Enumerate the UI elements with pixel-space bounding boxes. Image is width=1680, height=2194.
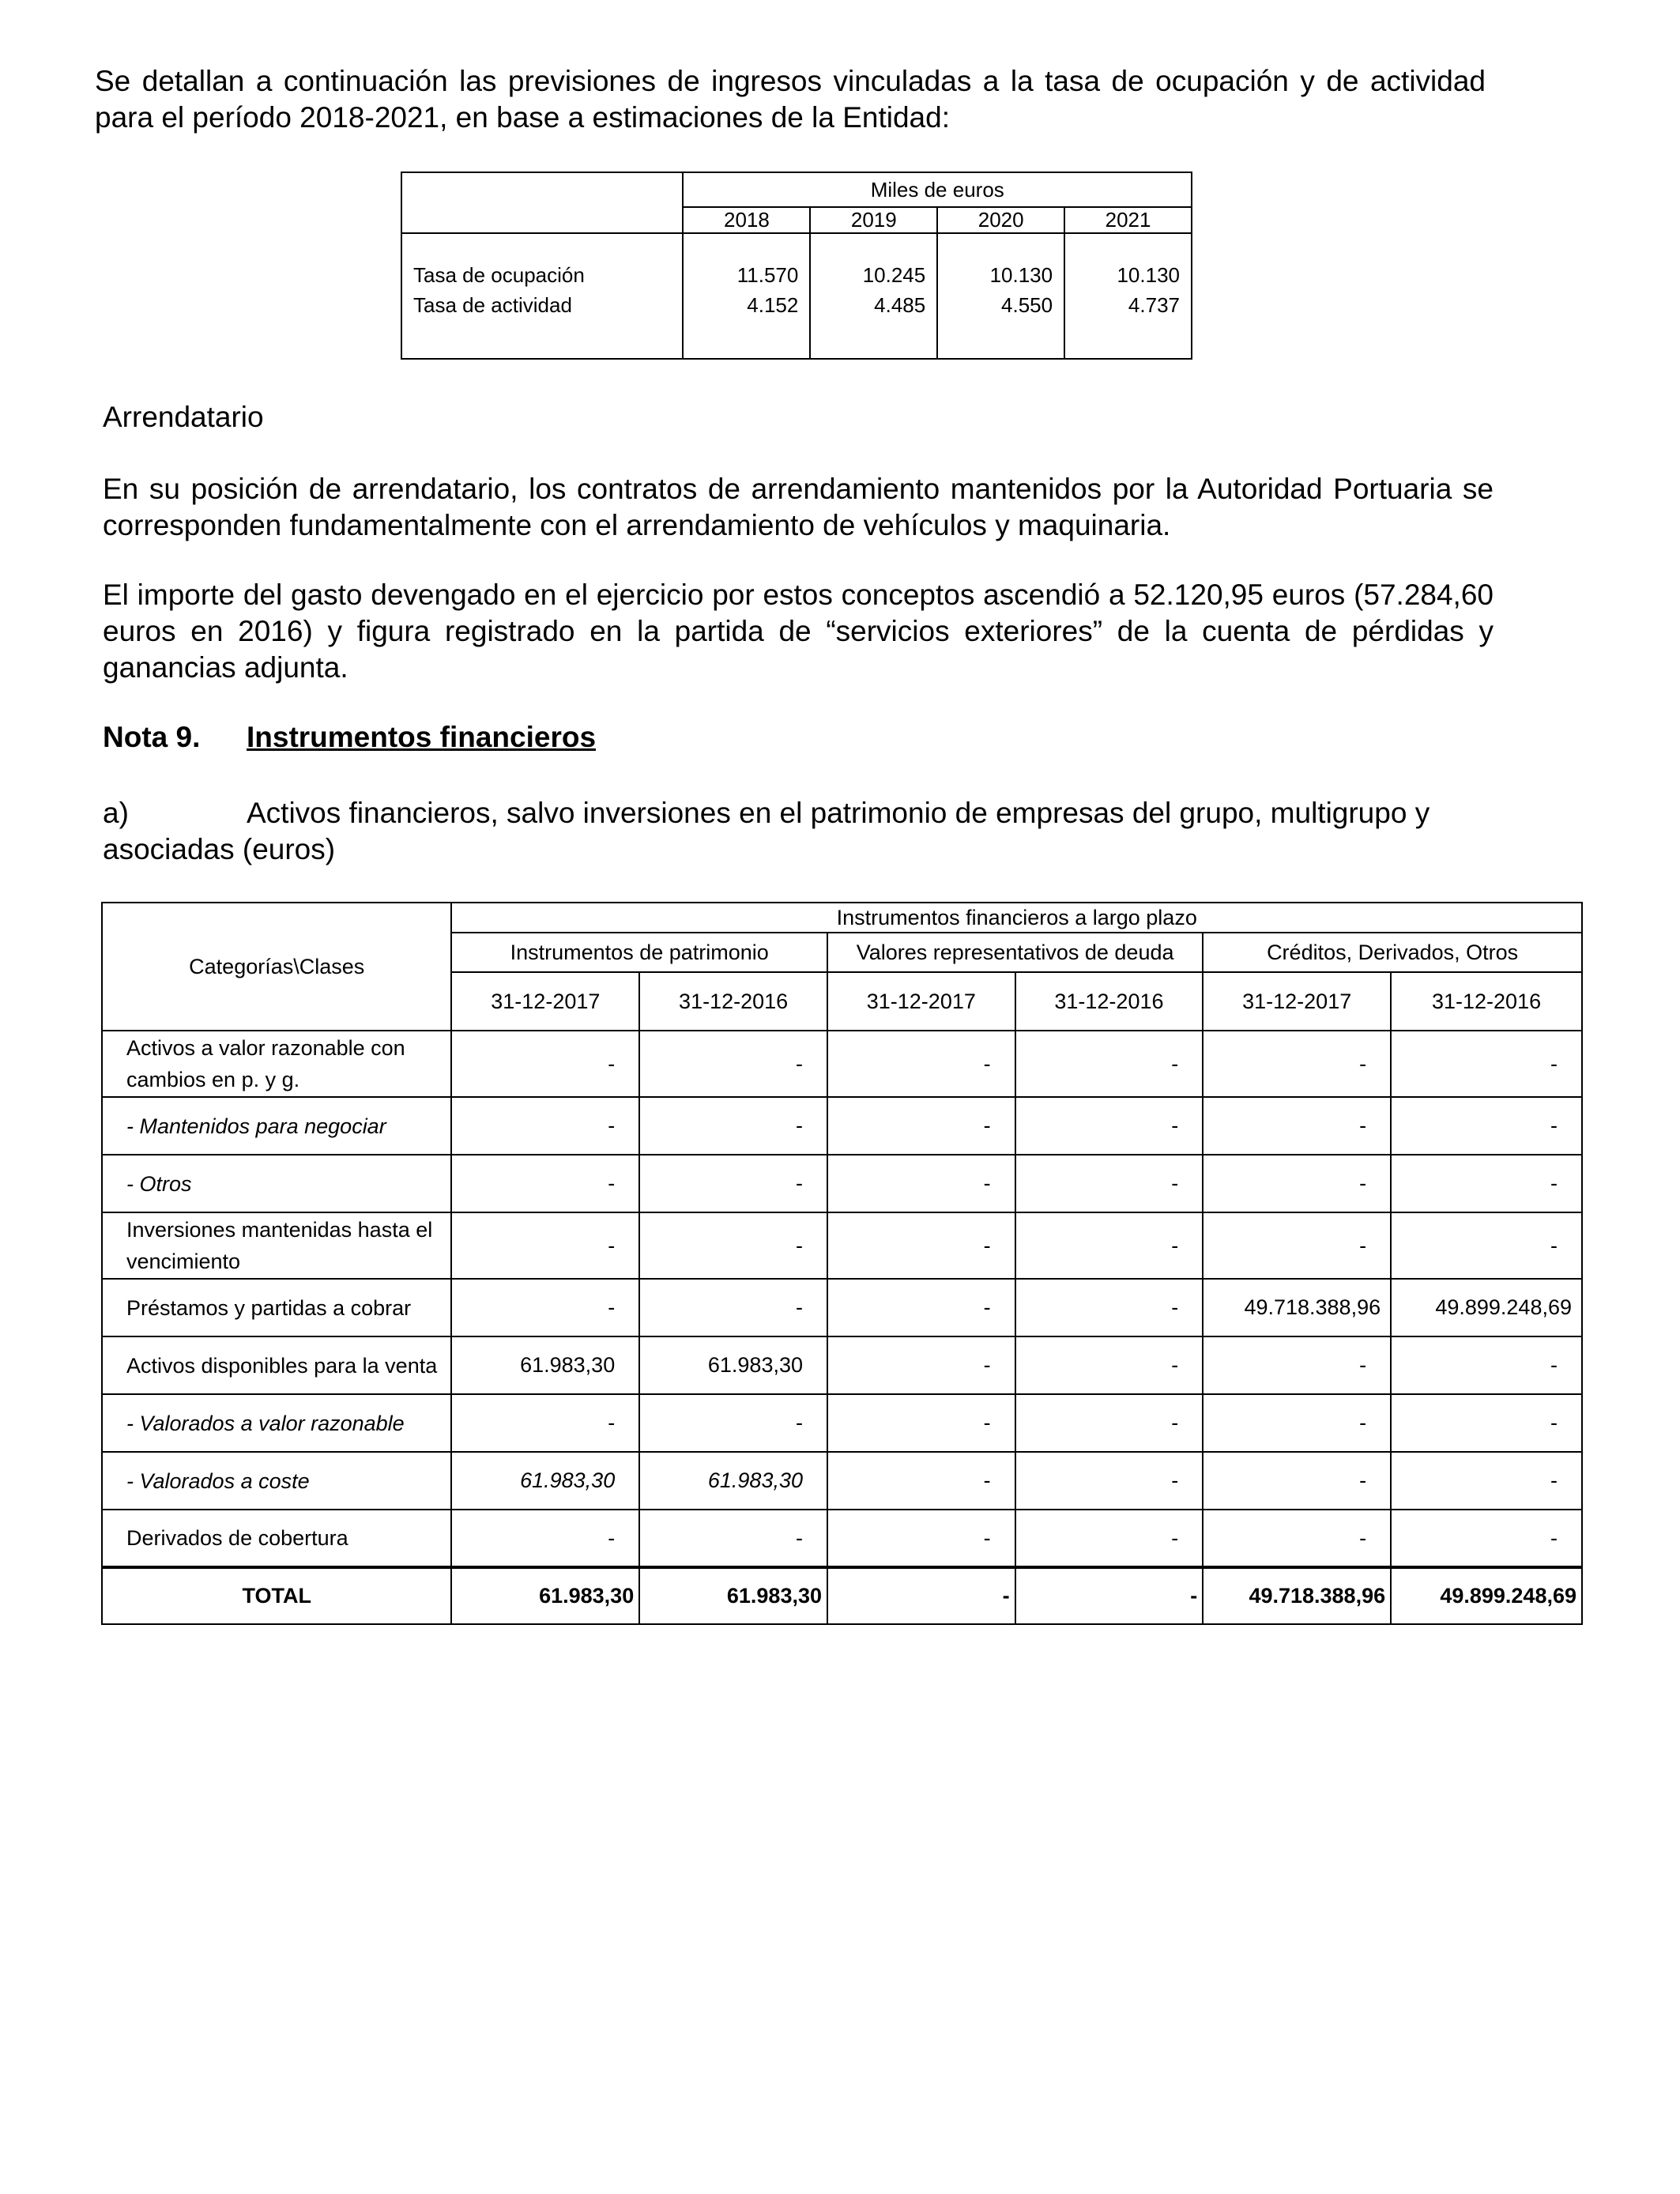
row-label: Activos a valor razonable con cambios en p. y g.	[102, 1031, 451, 1097]
date-header: 31-12-2016	[639, 972, 827, 1031]
table-cell: -	[639, 1510, 827, 1567]
table-cell: -	[1391, 1452, 1582, 1510]
table-cell: -	[1015, 1279, 1203, 1336]
table-cell: -	[827, 1031, 1015, 1097]
table-cell: -	[451, 1097, 639, 1155]
total-cell: 49.899.248,69	[1391, 1567, 1582, 1624]
forecast-corner	[401, 172, 683, 207]
table-cell: -	[1391, 1031, 1582, 1097]
table-row	[102, 1212, 1582, 1279]
forecast-cell: 4.550	[937, 290, 1064, 320]
total-cell: 61.983,30	[639, 1567, 827, 1624]
table-cell: -	[1203, 1097, 1391, 1155]
row-label: - Valorados a coste	[102, 1452, 451, 1510]
table-cell: -	[827, 1452, 1015, 1510]
table-cell: -	[827, 1336, 1015, 1394]
subsection-label: a)	[103, 797, 129, 829]
row-label: Préstamos y partidas a cobrar	[102, 1279, 451, 1336]
date-header: 31-12-2017	[1203, 972, 1391, 1031]
table-cell: -	[451, 1212, 639, 1279]
total-cell: 61.983,30	[451, 1567, 639, 1624]
table-cell: -	[827, 1155, 1015, 1212]
table-cell: -	[1203, 1336, 1391, 1394]
forecast-table	[401, 172, 1192, 360]
table-cell: -	[1391, 1155, 1582, 1212]
section-heading-arrendatario: Arrendatario	[103, 401, 264, 433]
total-label: TOTAL	[102, 1567, 451, 1624]
table-row	[102, 1394, 1582, 1452]
table-cell: -	[1203, 1394, 1391, 1452]
arrendatario-expense-paragraph: El importe del gasto devengado en el ejercicio por estos conceptos ascendió a 52.120,95 euros (57.284,60 euros en 2016) y figura registrado en la partida de “servicios exteriores” de la cuenta de pérdidas y ganancias adjunta.	[103, 579, 1494, 684]
table-row	[102, 1452, 1582, 1510]
table-cell: -	[451, 1394, 639, 1452]
table-cell: -	[1391, 1336, 1582, 1394]
class-header: Créditos, Derivados, Otros	[1203, 933, 1582, 972]
table-corner-header: Categorías\Clases	[102, 903, 451, 1031]
table-cell: -	[1015, 1336, 1203, 1394]
table-cell: -	[639, 1212, 827, 1279]
table-cell: -	[639, 1097, 827, 1155]
table-cell: -	[1391, 1510, 1582, 1567]
table-cell: 61.983,30	[639, 1336, 827, 1394]
class-header: Instrumentos de patrimonio	[451, 933, 827, 972]
table-cell: -	[827, 1097, 1015, 1155]
subsection-text: Activos financieros, salvo inversiones en el patrimonio de empresas del grupo, multigrupo y asociadas (euros)	[103, 797, 1430, 865]
table-cell: -	[451, 1155, 639, 1212]
date-header: 31-12-2017	[827, 972, 1015, 1031]
forecast-unit-header: Miles de euros	[683, 172, 1192, 207]
table-cell: 61.983,30	[451, 1452, 639, 1510]
total-cell: -	[827, 1567, 1015, 1624]
forecast-cell: 10.130	[937, 260, 1064, 290]
forecast-cell: 10.130	[1064, 260, 1192, 290]
table-cell: 61.983,30	[451, 1336, 639, 1394]
row-label: Derivados de cobertura	[102, 1510, 451, 1567]
table-cell: -	[827, 1394, 1015, 1452]
table-cell: -	[1015, 1031, 1203, 1097]
forecast-row-label: Tasa de actividad	[401, 290, 683, 320]
forecast-cell: 4.737	[1064, 290, 1192, 320]
row-label: Inversiones mantenidas hasta el vencimiento	[102, 1212, 451, 1279]
table-cell: -	[1015, 1097, 1203, 1155]
table-row	[102, 1510, 1582, 1567]
total-cell: 49.718.388,96	[1203, 1567, 1391, 1624]
table-cell: -	[639, 1031, 827, 1097]
table-cell: -	[1391, 1394, 1582, 1452]
forecast-cell: 11.570	[683, 260, 810, 290]
table-cell: -	[1015, 1212, 1203, 1279]
table-cell: -	[451, 1031, 639, 1097]
table-cell: 61.983,30	[639, 1452, 827, 1510]
table-cell: -	[639, 1155, 827, 1212]
table-cell: -	[1203, 1031, 1391, 1097]
forecast-cell: 10.245	[810, 260, 937, 290]
forecast-year: 2021	[1064, 207, 1192, 233]
table-row	[102, 1155, 1582, 1212]
row-label: - Valorados a valor razonable	[102, 1394, 451, 1452]
table-row	[102, 1031, 1582, 1097]
total-row	[102, 1567, 1582, 1624]
table-cell: -	[827, 1212, 1015, 1279]
row-label: Activos disponibles para la venta	[102, 1336, 451, 1394]
table-cell: -	[1391, 1097, 1582, 1155]
table-cell: -	[1203, 1212, 1391, 1279]
note-heading	[103, 719, 596, 756]
date-header: 31-12-2017	[451, 972, 639, 1031]
table-cell: -	[639, 1279, 827, 1336]
table-cell: -	[639, 1394, 827, 1452]
forecast-year: 2018	[683, 207, 810, 233]
table-cell: -	[1203, 1510, 1391, 1567]
forecast-year: 2019	[810, 207, 937, 233]
table-cell: -	[1015, 1155, 1203, 1212]
table-cell: 49.899.248,69	[1391, 1279, 1582, 1336]
table-cell: -	[1015, 1510, 1203, 1567]
note-title: Instrumentos financieros	[247, 721, 597, 753]
table-row	[102, 1279, 1582, 1336]
row-label: - Otros	[102, 1155, 451, 1212]
table-cell: -	[1015, 1394, 1203, 1452]
date-header: 31-12-2016	[1391, 972, 1582, 1031]
table-cell: -	[1203, 1452, 1391, 1510]
forecast-cell: 4.152	[683, 290, 810, 320]
table-row	[102, 1097, 1582, 1155]
forecast-cell: 4.485	[810, 290, 937, 320]
date-header: 31-12-2016	[1015, 972, 1203, 1031]
table-cell: 49.718.388,96	[1203, 1279, 1391, 1336]
forecast-year: 2020	[937, 207, 1064, 233]
table-cell: -	[451, 1279, 639, 1336]
table-cell: -	[827, 1279, 1015, 1336]
forecast-row	[401, 290, 1192, 320]
row-label: - Mantenidos para negociar	[102, 1097, 451, 1155]
class-header: Valores representativos de deuda	[827, 933, 1203, 972]
table-cell: -	[827, 1510, 1015, 1567]
subsection-heading	[103, 795, 1494, 868]
table-cell: -	[1015, 1452, 1203, 1510]
note-number: Nota 9.	[103, 721, 201, 753]
table-row	[102, 1336, 1582, 1394]
forecast-row-label: Tasa de ocupación	[401, 260, 683, 290]
group-header: Instrumentos financieros a largo plazo	[451, 903, 1582, 933]
table-cell: -	[451, 1510, 639, 1567]
table-cell: -	[1203, 1155, 1391, 1212]
financial-instruments-table	[101, 902, 1583, 1625]
intro-paragraph: Se detallan a continuación las previsiones de ingresos vinculadas a la tasa de ocupación y de actividad para el período 2018-2021, en base a estimaciones de la Entidad:	[95, 65, 1486, 134]
total-cell: -	[1015, 1567, 1203, 1624]
arrendatario-paragraph: En su posición de arrendatario, los contratos de arrendamiento mantenidos por la Autoridad Portuaria se corresponden fundamentalmente con el arrendamiento de vehículos y maquinaria.	[103, 473, 1494, 541]
forecast-row	[401, 260, 1192, 290]
table-cell: -	[1391, 1212, 1582, 1279]
